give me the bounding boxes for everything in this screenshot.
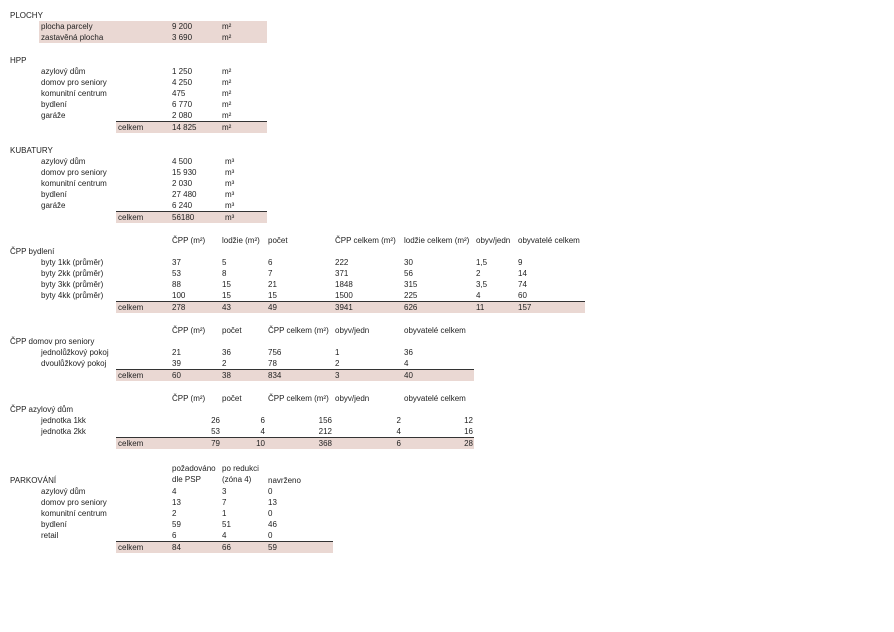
hpp-unit: m²: [222, 111, 232, 120]
bydleni-header: obyvatelé celkem: [518, 236, 580, 245]
hpp-label: bydlení: [41, 100, 67, 109]
section-title-cpp-azyl: ČPP azylový dům: [10, 405, 73, 414]
azyl-total-cell: 6: [396, 439, 401, 448]
parking-cell: 1: [222, 509, 227, 518]
domov-cell: 756: [268, 348, 282, 357]
plochy-label: plocha parcely: [41, 22, 93, 31]
bydleni-total-cell: 49: [268, 303, 277, 312]
bydleni-cell: 15: [222, 280, 231, 289]
bydleni-header: lodžie (m²): [222, 236, 260, 245]
parking-cell: 13: [172, 498, 181, 507]
kubatury-total-unit: m³: [225, 213, 235, 222]
parking-total-cell: 84: [172, 543, 181, 552]
bydleni-row-label: byty 3kk (průměr): [41, 280, 104, 289]
section-title-parkovani: PARKOVÁNÍ: [10, 476, 57, 485]
parking-cell: 7: [222, 498, 227, 507]
bydleni-cell: 56: [404, 269, 413, 278]
azyl-cell: 12: [464, 416, 473, 425]
domov-header: ČPP celkem (m²): [268, 326, 329, 335]
domov-header: počet: [222, 326, 242, 335]
parking-cell: 51: [222, 520, 231, 529]
bydleni-cell: 225: [404, 291, 418, 300]
parking-row-label: komunitní centrum: [41, 509, 107, 518]
kubatury-label: azylový dům: [41, 157, 86, 166]
kubatury-label: komunitní centrum: [41, 179, 107, 188]
bydleni-total-cell: 157: [518, 303, 532, 312]
azyl-cell: 4: [260, 427, 265, 436]
hpp-value: 4 250: [172, 78, 193, 87]
section-title-cpp-bydleni: ČPP bydlení: [10, 247, 55, 256]
parking-total-cell: 59: [268, 543, 277, 552]
kubatury-unit: m³: [225, 201, 235, 210]
domov-header: obyv/jedn: [335, 326, 370, 335]
bydleni-header: ČPP (m²): [172, 236, 206, 245]
bydleni-cell: 21: [268, 280, 277, 289]
bydleni-cell: 6: [268, 258, 273, 267]
hpp-unit: m²: [222, 100, 232, 109]
plochy-unit: m²: [222, 22, 232, 31]
bydleni-header: počet: [268, 236, 288, 245]
azyl-cell: 53: [211, 427, 220, 436]
bydleni-total-cell: 43: [222, 303, 231, 312]
bydleni-header: obyv/jedn: [476, 236, 511, 245]
azyl-total-cell: 10: [256, 439, 265, 448]
parking-cell: 4: [172, 487, 177, 496]
azyl-cell: 4: [396, 427, 401, 436]
domov-cell: 2: [222, 359, 227, 368]
bydleni-cell: 74: [518, 280, 527, 289]
kubatury-label: domov pro seniory: [41, 168, 107, 177]
hpp-label: azylový dům: [41, 67, 86, 76]
kubatury-value: 4 500: [172, 157, 193, 166]
bydleni-header: lodžie celkem (m²): [404, 236, 470, 245]
hpp-value: 475: [172, 89, 186, 98]
azyl-total-label: celkem: [118, 439, 144, 448]
bydleni-cell: 315: [404, 280, 418, 289]
domov-cell: 4: [404, 359, 409, 368]
azyl-total-highlight: [116, 438, 474, 449]
bydleni-cell: 4: [476, 291, 481, 300]
bydleni-total-label: celkem: [118, 303, 144, 312]
parking-header: dle PSP: [172, 475, 201, 484]
plochy-unit: m²: [222, 33, 232, 42]
domov-cell: 1: [335, 348, 340, 357]
plochy-value: 3 690: [172, 33, 193, 42]
bydleni-cell: 30: [404, 258, 413, 267]
bydleni-cell: 15: [222, 291, 231, 300]
domov-row-label: dvoulůžkový pokoj: [41, 359, 107, 368]
azyl-header: ČPP (m²): [172, 394, 206, 403]
azyl-cell: 212: [318, 427, 332, 436]
azyl-total-cell: 79: [211, 439, 220, 448]
bydleni-total-cell: 11: [476, 303, 485, 312]
kubatury-value: 6 240: [172, 201, 193, 210]
bydleni-cell: 3,5: [476, 280, 488, 289]
bydleni-cell: 53: [172, 269, 181, 278]
bydleni-cell: 7: [268, 269, 273, 278]
section-title-kubatury: KUBATURY: [10, 146, 53, 155]
kubatury-label: bydlení: [41, 190, 67, 199]
kubatury-unit: m³: [225, 190, 235, 199]
parking-row-label: bydlení: [41, 520, 67, 529]
parking-cell: 3: [222, 487, 227, 496]
bydleni-cell: 5: [222, 258, 227, 267]
parking-cell: 13: [268, 498, 277, 507]
hpp-value: 6 770: [172, 100, 193, 109]
hpp-unit: m²: [222, 67, 232, 76]
hpp-total-label: celkem: [118, 123, 144, 132]
domov-cell: 36: [222, 348, 231, 357]
parking-header: požadováno: [172, 464, 216, 473]
bydleni-cell: 222: [335, 258, 349, 267]
hpp-label: domov pro seniory: [41, 78, 107, 87]
domov-total-highlight: [116, 370, 474, 381]
bydleni-cell: 88: [172, 280, 181, 289]
parking-header: po redukci: [222, 464, 259, 473]
azyl-cell: 156: [318, 416, 332, 425]
domov-total-cell: 834: [268, 371, 282, 380]
bydleni-total-cell: 3941: [335, 303, 353, 312]
domov-cell: 78: [268, 359, 277, 368]
section-title-cpp-domov: ČPP domov pro seniory: [10, 337, 95, 346]
kubatury-unit: m³: [225, 168, 235, 177]
bydleni-cell: 37: [172, 258, 181, 267]
bydleni-cell: 60: [518, 291, 527, 300]
bydleni-cell: 2: [476, 269, 481, 278]
domov-cell: 39: [172, 359, 181, 368]
bydleni-cell: 100: [172, 291, 186, 300]
parking-cell: 0: [268, 509, 273, 518]
hpp-value: 2 080: [172, 111, 193, 120]
domov-total-label: celkem: [118, 371, 144, 380]
domov-cell: 36: [404, 348, 413, 357]
hpp-label: komunitní centrum: [41, 89, 107, 98]
parking-cell: 0: [268, 531, 273, 540]
bydleni-row-label: byty 4kk (průměr): [41, 291, 104, 300]
bydleni-row-label: byty 1kk (průměr): [41, 258, 104, 267]
kubatury-total-label: celkem: [118, 213, 144, 222]
domov-row-label: jednolůžkový pokoj: [41, 348, 109, 357]
plochy-label: zastavěná plocha: [41, 33, 104, 42]
bydleni-header: ČPP celkem (m²): [335, 236, 396, 245]
bydleni-cell: 15: [268, 291, 277, 300]
kubatury-value: 15 930: [172, 168, 197, 177]
domov-cell: 2: [335, 359, 340, 368]
hpp-total-value: 14 825: [172, 123, 197, 132]
azyl-header: ČPP celkem (m²): [268, 394, 329, 403]
parking-row-label: azylový dům: [41, 487, 86, 496]
bydleni-cell: 1848: [335, 280, 353, 289]
azyl-cell: 6: [260, 416, 265, 425]
hpp-value: 1 250: [172, 67, 193, 76]
kubatury-unit: m³: [225, 179, 235, 188]
kubatury-value: 2 030: [172, 179, 193, 188]
azyl-header: obyv/jedn: [335, 394, 370, 403]
bydleni-cell: 1,5: [476, 258, 488, 267]
bydleni-cell: 371: [335, 269, 349, 278]
domov-header: obyvatelé celkem: [404, 326, 466, 335]
section-title-plochy: PLOCHY: [10, 11, 43, 20]
azyl-header: počet: [222, 394, 242, 403]
parking-header: (zóna 4): [222, 475, 252, 484]
azyl-row-label: jednotka 1kk: [41, 416, 86, 425]
domov-total-cell: 60: [172, 371, 181, 380]
domov-total-cell: 40: [404, 371, 413, 380]
section-title-hpp: HPP: [10, 56, 27, 65]
parking-total-label: celkem: [118, 543, 144, 552]
azyl-cell: 26: [211, 416, 220, 425]
azyl-total-cell: 28: [464, 439, 473, 448]
bydleni-cell: 8: [222, 269, 227, 278]
kubatury-unit: m³: [225, 157, 235, 166]
parking-row-label: retail: [41, 531, 59, 540]
bydleni-total-cell: 626: [404, 303, 418, 312]
parking-cell: 6: [172, 531, 177, 540]
hpp-label: garáže: [41, 111, 66, 120]
domov-header: ČPP (m²): [172, 326, 206, 335]
parking-cell: 46: [268, 520, 277, 529]
kubatury-value: 27 480: [172, 190, 197, 199]
domov-total-cell: 38: [222, 371, 231, 380]
hpp-total-unit: m²: [222, 123, 232, 132]
azyl-cell: 2: [396, 416, 401, 425]
parking-cell: 2: [172, 509, 177, 518]
azyl-header: obyvatelé celkem: [404, 394, 466, 403]
parking-cell: 59: [172, 520, 181, 529]
azyl-cell: 16: [464, 427, 473, 436]
parking-total-cell: 66: [222, 543, 231, 552]
domov-total-cell: 3: [335, 371, 340, 380]
azyl-total-cell: 368: [318, 439, 332, 448]
parking-row-label: domov pro seniory: [41, 498, 107, 507]
bydleni-cell: 1500: [335, 291, 353, 300]
bydleni-total-cell: 278: [172, 303, 186, 312]
bydleni-cell: 14: [518, 269, 527, 278]
bydleni-row-label: byty 2kk (průměr): [41, 269, 104, 278]
parking-cell: 0: [268, 487, 273, 496]
kubatury-label: garáže: [41, 201, 66, 210]
bydleni-cell: 9: [518, 258, 523, 267]
hpp-unit: m²: [222, 89, 232, 98]
azyl-row-label: jednotka 2kk: [41, 427, 86, 436]
hpp-unit: m²: [222, 78, 232, 87]
parking-cell: 4: [222, 531, 227, 540]
parking-header: navrženo: [268, 476, 301, 485]
domov-cell: 21: [172, 348, 181, 357]
plochy-value: 9 200: [172, 22, 193, 31]
kubatury-total-value: 56180: [172, 213, 195, 222]
